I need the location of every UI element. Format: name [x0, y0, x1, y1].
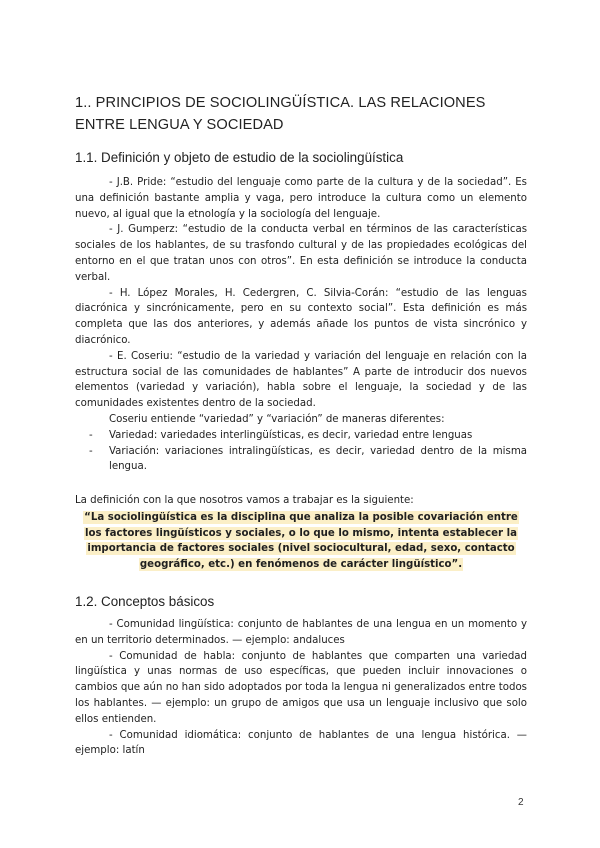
- highlighted-definition: “La sociolingüística es la disciplina que analiza la posible covariación entre los factores lingüísticos y sociales, o lo que lo mismo, intenta establecer la importancia de factores sociales (nivel sociocultural, edad, sexo, contacto geográfico, etc.) en fenómenos de carácter lingüístico”.: [84, 511, 518, 571]
- chapter-title: 1.. PRINCIPIOS DE SOCIOLINGÜÍSTICA. LAS RELACIONES ENTRE LENGUA Y SOCIEDAD: [75, 95, 486, 133]
- page-number: 2: [518, 797, 524, 808]
- list-item: - Variedad: variedades interlingüísticas, es decir, variedad entre lenguas: [89, 429, 473, 441]
- section-1-body: [75, 175, 527, 475]
- definition-intro: La definición con la que nosotros vamos a trabajar es la siguiente:: [75, 495, 414, 506]
- section-2-body: [75, 617, 527, 759]
- coseriu-intro: Coseriu entiende “variedad” y “variación” de maneras diferentes:: [109, 413, 445, 425]
- definition-lopez-morales: - H. López Morales, H. Cedergren, C. Silvia-Corán: “estudio de las lenguas diacrónica y sincrónicamente, pero en su contexto social”. Esta definición es más completa que las dos anteriores, y además añade los puntos de vista sincrónico y diacrónico.: [75, 287, 527, 346]
- working-definition: [75, 493, 527, 573]
- definition-pride: - J.B. Pride: “estudio del lenguaje como parte de la cultura y de la sociedad”. Es una definición bastante amplia y vaga, pero introduce la cultura como un elemento nuevo, al igual que la etnología y la sociología del lenguaje.: [75, 177, 527, 220]
- list-item-variacion: Variación: variaciones intralingüísticas, es decir, variedad dentro de la misma lengua.: [109, 445, 527, 473]
- definition-coseriu: - E. Coseriu: “estudio de la variedad y variación del lenguaje en relación con la estructura social de las comunidades de hablantes” A parte de introducir dos nuevos elementos (variedad y variación), habla sobre el lenguaje, la sociedad y de las comunidades existentes dentro de la sociedad.: [75, 350, 527, 410]
- section-1-heading: 1.1. Definición y objeto de estudio de la sociolingüística: [75, 150, 404, 165]
- list-item: - Variación: variaciones intralingüísticas, es decir, variedad dentro de la misma lengua.: [89, 445, 527, 473]
- section-2-heading: 1.2. Conceptos básicos: [75, 594, 215, 609]
- concept-comunidad-idiomatica: - Comunidad idiomática: conjunto de hablantes de una lengua histórica. — ejemplo: latín: [75, 729, 527, 757]
- list-item-variedad: Variedad: variedades interlingüísticas, es decir, variedad entre lenguas: [109, 429, 473, 441]
- concept-comunidad-habla: - Comunidad de habla: conjunto de hablantes que comparten una variedad lingüística y unas normas de uso específicas, que pueden incluir innovaciones o cambios que aún no han sido adoptados por toda la lengua ni generalizados entre todos los hablantes. — ejemplo: un grupo de amigos que usa un lenguaje inclusivo que solo ellos entienden.: [75, 650, 527, 725]
- definition-gumperz: - J. Gumperz: “estudio de la conducta verbal en términos de las características sociales de los hablantes, de su trasfondo cultural y de las propiedades ecológicas del entorno en el que tratan unos con otros”. En esta definición se introduce la conducta verbal.: [75, 224, 527, 283]
- concept-comunidad-linguistica: - Comunidad lingüística: conjunto de hablantes de una lengua en un momento y en un territorio determinados. — ejemplo: andaluces: [75, 619, 527, 646]
